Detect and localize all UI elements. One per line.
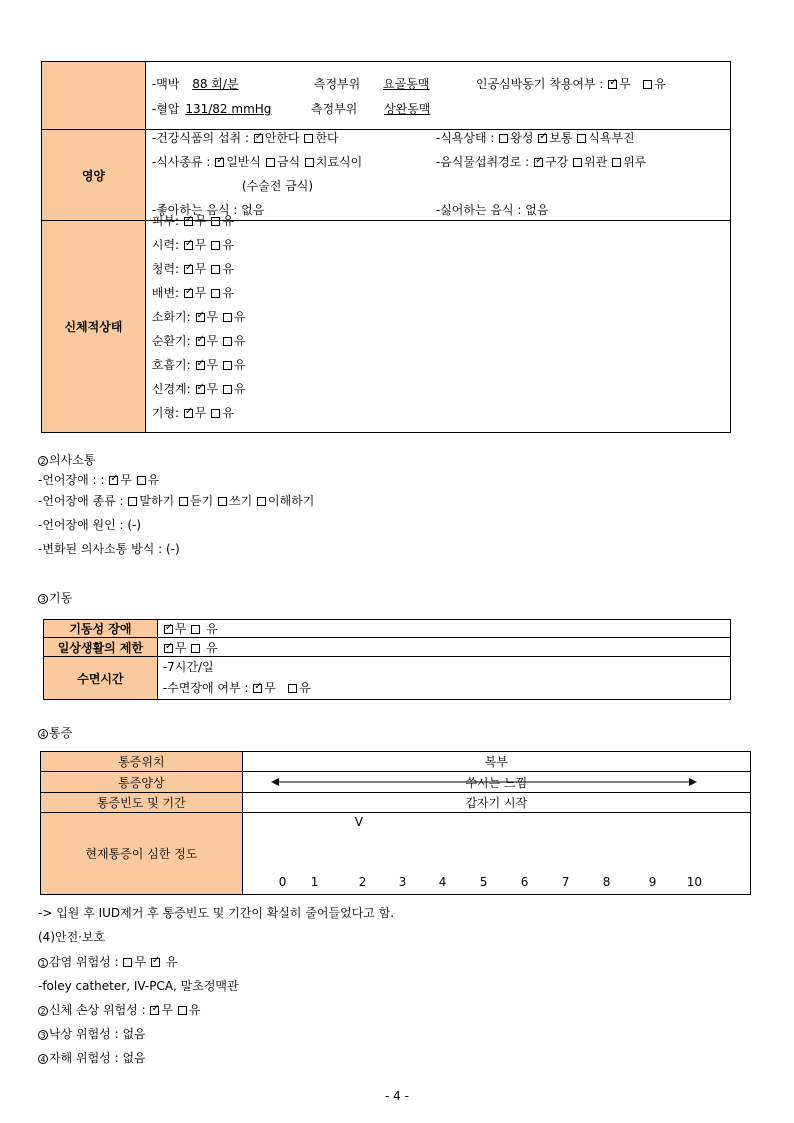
appetite-label: -식욕상태 : bbox=[435, 131, 495, 145]
pain-scale-number: 4 bbox=[438, 875, 447, 889]
pain-scale-number: 1 bbox=[310, 875, 319, 889]
type-opt-2: 듣기 bbox=[190, 494, 214, 508]
physical-item-label: 소화기: bbox=[151, 310, 191, 324]
mobility-cell bbox=[157, 620, 730, 638]
pulse-label: -맥박 bbox=[151, 77, 180, 91]
physical-no-checkbox[interactable] bbox=[196, 361, 205, 370]
physical-label: 신체적상태 bbox=[42, 221, 146, 433]
meal-opt-2-checkbox[interactable] bbox=[266, 158, 275, 167]
pacemaker-yes-checkbox[interactable] bbox=[643, 80, 652, 89]
appetite-opt-3-checkbox[interactable] bbox=[577, 134, 586, 143]
injury-yes-checkbox[interactable] bbox=[178, 1006, 187, 1015]
daily-limit-label: 일상생활의 제한 bbox=[44, 638, 158, 657]
physical-no-checkbox[interactable] bbox=[184, 217, 193, 226]
injury-no-checkbox[interactable] bbox=[150, 1006, 159, 1015]
infection-yes-checkbox[interactable] bbox=[151, 958, 160, 967]
no-label: 무 bbox=[206, 358, 219, 372]
page-number: - 4 - bbox=[385, 1089, 409, 1103]
appetite-opt-3: 식욕부진 bbox=[588, 131, 635, 145]
pacemaker-label: 인공심박동기 착용여부 : bbox=[475, 77, 604, 91]
number-circle: 2 bbox=[38, 1006, 48, 1016]
physical-yes-checkbox[interactable] bbox=[211, 241, 220, 250]
type-opt-3: 쓰기 bbox=[229, 494, 253, 508]
speech-type-row bbox=[38, 489, 314, 513]
speech-yes-checkbox[interactable] bbox=[137, 476, 146, 485]
pain-severity-label: 현재통증이 심한 정도 bbox=[41, 813, 243, 895]
injury-label: 신체 손상 위험성 : bbox=[49, 1003, 146, 1017]
dislikes-text: -싫어하는 음식 : 없음 bbox=[435, 203, 549, 217]
opt-no-label: 안한다 bbox=[264, 131, 300, 145]
physical-yes-checkbox[interactable] bbox=[223, 361, 232, 370]
pain-scale-number: 6 bbox=[520, 875, 529, 889]
speech-label: -언어장애 : : bbox=[38, 473, 105, 487]
appetite-opt-1-checkbox[interactable] bbox=[499, 134, 508, 143]
physical-item-label: 피부: bbox=[151, 214, 180, 228]
daily-yes-checkbox[interactable] bbox=[191, 644, 200, 653]
no-label: 무 bbox=[264, 681, 276, 695]
type-opt-4: 이해하기 bbox=[268, 494, 315, 508]
pain-scale-number: 7 bbox=[561, 875, 570, 889]
physical-no-checkbox[interactable] bbox=[196, 313, 205, 322]
physical-no-checkbox[interactable] bbox=[184, 289, 193, 298]
speech-no-checkbox[interactable] bbox=[109, 476, 118, 485]
meal-label: -식사종류 : bbox=[151, 155, 211, 169]
no-label: 무 bbox=[174, 640, 187, 655]
yes-label: 유 bbox=[233, 382, 246, 396]
meal-opt-2: 금식 bbox=[276, 155, 301, 169]
physical-item-row bbox=[152, 257, 234, 281]
pain-scale-number: 5 bbox=[479, 875, 488, 889]
type-opt-1-checkbox[interactable] bbox=[128, 497, 137, 506]
bp-label: -혈압 bbox=[151, 102, 180, 116]
type-opt-1: 말하기 bbox=[139, 494, 175, 508]
type-opt-3-checkbox[interactable] bbox=[218, 497, 227, 506]
intake-opt-3-checkbox[interactable] bbox=[612, 158, 621, 167]
physical-no-checkbox[interactable] bbox=[184, 265, 193, 274]
no-label: 무 bbox=[194, 286, 207, 300]
mobility-no-checkbox[interactable] bbox=[164, 625, 173, 634]
self-harm-row bbox=[38, 1046, 146, 1070]
meal-opt-3-checkbox[interactable] bbox=[305, 158, 314, 167]
physical-item-row bbox=[152, 281, 234, 305]
appetite-opt-2: 보통 bbox=[549, 131, 573, 145]
assessment-table bbox=[41, 61, 731, 433]
nutrition-cell bbox=[145, 130, 730, 221]
physical-item-row bbox=[152, 353, 246, 377]
physical-cell bbox=[145, 214, 730, 433]
meal-opt-1: 일반식 bbox=[226, 155, 262, 169]
number-circle: 3 bbox=[38, 1030, 48, 1040]
yes-label: 유 bbox=[654, 77, 666, 91]
no-label: 무 bbox=[194, 406, 207, 420]
mobility-yes-checkbox[interactable] bbox=[191, 625, 200, 634]
daily-no-checkbox[interactable] bbox=[164, 644, 173, 653]
intake-opt-3: 위루 bbox=[623, 155, 647, 169]
yes-label: 유 bbox=[299, 681, 311, 695]
pain-nature-cell bbox=[242, 772, 750, 793]
physical-yes-checkbox[interactable] bbox=[211, 265, 220, 274]
vitals-cell bbox=[145, 62, 730, 130]
physical-no-checkbox[interactable] bbox=[196, 385, 205, 394]
intake-opt-2-checkbox[interactable] bbox=[573, 158, 582, 167]
meal-opt-1-checkbox[interactable] bbox=[215, 158, 224, 167]
physical-yes-checkbox[interactable] bbox=[211, 289, 220, 298]
activity-table bbox=[43, 619, 731, 700]
sleep-cell bbox=[157, 657, 730, 700]
physical-item-row bbox=[152, 209, 234, 233]
infection-risk-row bbox=[38, 950, 177, 974]
pain-severity-marker: V bbox=[354, 815, 363, 829]
yes-label: 유 bbox=[165, 955, 178, 969]
meal-opt-3: 치료식이 bbox=[315, 155, 363, 169]
intake-opt-2: 위관 bbox=[584, 155, 608, 169]
no-label: 무 bbox=[174, 622, 187, 636]
opt-yes-label: 한다 bbox=[315, 131, 339, 145]
pain-nature-label: 통증양상 bbox=[41, 772, 243, 793]
physical-item-label: 배변: bbox=[151, 286, 180, 300]
physical-item-row bbox=[152, 377, 246, 401]
physical-item-label: 시력: bbox=[151, 238, 180, 252]
physical-item-row bbox=[152, 401, 234, 425]
number-circle: 2 bbox=[38, 456, 48, 466]
pulse-value: 88 회/분 bbox=[192, 77, 239, 91]
sleep-hours: -7시간/일 bbox=[162, 660, 214, 674]
physical-no-checkbox[interactable] bbox=[196, 337, 205, 346]
pain-scale-number: 2 bbox=[358, 875, 367, 889]
physical-item-row bbox=[152, 233, 234, 257]
daily-limit-cell bbox=[157, 638, 730, 657]
pain-frequency-label: 통증빈도 및 기간 bbox=[41, 793, 243, 813]
pain-location-label: 통증위치 bbox=[41, 752, 243, 772]
nutrition-label: 영양 bbox=[42, 130, 146, 221]
yes-label: 유 bbox=[222, 406, 234, 420]
physical-yes-checkbox[interactable] bbox=[211, 409, 220, 418]
appetite-opt-1: 왕성 bbox=[510, 131, 534, 145]
no-label: 무 bbox=[206, 334, 219, 348]
no-label: 무 bbox=[619, 77, 631, 91]
pain-note: -> 입원 후 IUD제거 후 통증빈도 및 기간이 확실히 줄어들었다고 함. bbox=[38, 906, 395, 920]
mobility-label: 기동성 장애 bbox=[44, 620, 158, 638]
pulse-site-label: 측정부위 bbox=[313, 77, 361, 91]
physical-item-label: 순환기: bbox=[151, 334, 191, 348]
yes-label: 유 bbox=[222, 286, 234, 300]
pain-nature-value: 쑤시는 느낌 bbox=[465, 775, 528, 790]
no-label: 무 bbox=[161, 1003, 174, 1017]
pain-scale-number: 9 bbox=[648, 875, 657, 889]
pain-scale-number: 3 bbox=[398, 875, 407, 889]
pain-scale-number: 8 bbox=[602, 875, 611, 889]
health-food-label: -건강식품의 섭취 : bbox=[151, 131, 250, 145]
yes-label: 유 bbox=[188, 1003, 201, 1017]
pain-scale-cell bbox=[242, 813, 750, 895]
yes-label: 유 bbox=[222, 262, 234, 276]
no-label: 무 bbox=[206, 310, 219, 324]
yes-label: 유 bbox=[206, 640, 218, 655]
vitals-label-cell bbox=[42, 62, 146, 130]
intake-label: -음식물섭취경로 : bbox=[435, 155, 530, 169]
physical-item-row bbox=[152, 329, 246, 353]
sleep-disorder-row bbox=[163, 678, 730, 699]
communication-method: -변화된 의사소통 방식 : (-) bbox=[38, 542, 180, 556]
sleep-yes-checkbox[interactable] bbox=[288, 684, 297, 693]
number-circle: 4 bbox=[38, 729, 48, 739]
physical-yes-checkbox[interactable] bbox=[223, 385, 232, 394]
yes-label: 유 bbox=[233, 358, 246, 372]
self-harm-text: 자해 위험성 : 없음 bbox=[49, 1051, 146, 1065]
activity-heading bbox=[38, 586, 72, 610]
yes-label: 유 bbox=[222, 238, 234, 252]
pulse-site-value: 요골동맥 bbox=[383, 77, 430, 91]
yes-label: 유 bbox=[206, 622, 218, 636]
type-label: -언어장애 종류 : bbox=[38, 494, 124, 508]
physical-item-row bbox=[152, 305, 246, 329]
intake-opt-1: 구강 bbox=[545, 155, 569, 169]
pacemaker-no-checkbox[interactable] bbox=[608, 80, 617, 89]
health-food-yes-checkbox[interactable] bbox=[304, 134, 313, 143]
likes-text: -좋아하는 음식 : 없음 bbox=[151, 203, 265, 217]
physical-no-checkbox[interactable] bbox=[184, 409, 193, 418]
yes-label: 유 bbox=[222, 214, 234, 228]
activity-heading-text: 기동 bbox=[49, 591, 73, 605]
bp-site-value: 상완동맥 bbox=[384, 102, 431, 116]
speech-cause: -언어장애 원인 : (-) bbox=[38, 518, 142, 532]
pain-scale-number: 0 bbox=[278, 875, 287, 889]
yes-label: 유 bbox=[147, 473, 160, 487]
type-opt-4-checkbox[interactable] bbox=[257, 497, 266, 506]
pain-location-value: 복부 bbox=[242, 752, 750, 772]
communication-heading-text: 의사소통 bbox=[49, 453, 96, 467]
physical-item-label: 신경계: bbox=[151, 382, 191, 396]
number-circle: 4 bbox=[38, 1054, 48, 1064]
fall-risk-text: 낙상 위험성 : 없음 bbox=[49, 1027, 146, 1041]
pain-heading-text: 통증 bbox=[49, 726, 73, 740]
sleep-label: 수면시간 bbox=[44, 657, 158, 700]
no-label: 무 bbox=[194, 214, 207, 228]
infection-detail: -foley catheter, IV-PCA, 말초정맥관 bbox=[38, 979, 239, 993]
health-food-no-checkbox[interactable] bbox=[254, 134, 263, 143]
infection-no-checkbox[interactable] bbox=[123, 958, 132, 967]
no-label: 무 bbox=[206, 382, 219, 396]
pain-heading bbox=[38, 721, 72, 745]
bp-site-label: 측정부위 bbox=[310, 102, 358, 116]
fall-risk-row bbox=[38, 1022, 146, 1046]
number-circle: 3 bbox=[38, 594, 48, 604]
number-circle: 1 bbox=[38, 958, 48, 968]
injury-risk-row bbox=[38, 998, 200, 1022]
physical-item-label: 청력: bbox=[151, 262, 180, 276]
no-label: 무 bbox=[194, 262, 207, 276]
meal-note: (수술전 금식) bbox=[241, 179, 313, 193]
sleep-disorder-label: -수면장애 여부 : bbox=[162, 681, 249, 695]
physical-no-checkbox[interactable] bbox=[184, 241, 193, 250]
no-label: 무 bbox=[120, 473, 132, 487]
physical-yes-checkbox[interactable] bbox=[223, 313, 232, 322]
bp-value: 131/82 mmHg bbox=[185, 102, 272, 116]
physical-yes-checkbox[interactable] bbox=[211, 217, 220, 226]
infection-label: 감염 위험성 : bbox=[49, 955, 119, 969]
pain-table bbox=[40, 751, 751, 895]
physical-item-label: 기형: bbox=[151, 406, 180, 420]
physical-item-label: 호흡기: bbox=[151, 358, 191, 372]
safety-heading: (4)안전·보호 bbox=[38, 930, 106, 944]
pain-scale-number: 10 bbox=[686, 875, 702, 889]
type-opt-2-checkbox[interactable] bbox=[179, 497, 188, 506]
yes-label: 유 bbox=[233, 334, 246, 348]
intake-opt-1-checkbox[interactable] bbox=[534, 158, 543, 167]
appetite-opt-2-checkbox[interactable] bbox=[538, 134, 547, 143]
sleep-no-checkbox[interactable] bbox=[253, 684, 262, 693]
yes-label: 유 bbox=[233, 310, 246, 324]
pain-frequency-value: 갑자기 시작 bbox=[242, 793, 750, 813]
no-label: 무 bbox=[194, 238, 207, 252]
physical-yes-checkbox[interactable] bbox=[223, 337, 232, 346]
no-label: 무 bbox=[134, 955, 147, 969]
